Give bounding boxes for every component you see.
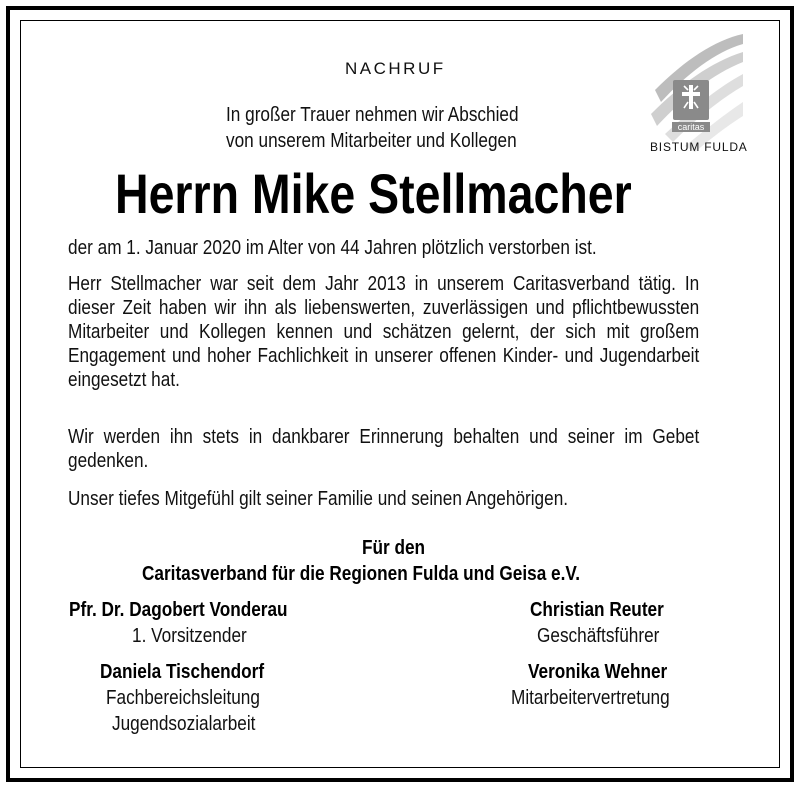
signatory-name: Christian Reuter [530, 599, 664, 621]
signatory-name: Veronika Wehner [528, 661, 668, 683]
diocese-label: BISTUM FULDA [650, 140, 748, 154]
caritas-logo [645, 30, 745, 158]
caritas-wordmark: caritas [672, 122, 710, 132]
organization-name: Caritasverband für die Regionen Fulda und Geisa e.V. [142, 563, 581, 585]
signatory-role: Geschäftsführer [537, 625, 660, 647]
signatory-name: Pfr. Dr. Dagobert Vonderau [69, 599, 288, 621]
remembrance-paragraph: Wir werden ihn stets in dankbarer Erinnerung behalten und seiner im Gebet gedenken. [68, 426, 700, 472]
obituary-heading: NACHRUF [345, 59, 446, 78]
signatory-role: 1. Vorsitzender [132, 625, 247, 647]
signatory-role: Mitarbeitervertretung [511, 687, 670, 709]
caritas-cross-icon [681, 84, 701, 110]
for-label: Für den [362, 537, 426, 559]
condolence-paragraph: Unser tiefes Mitgefühl gilt seiner Familie und seinen Angehörigen. [68, 488, 569, 510]
deceased-name: Herrn Mike Stellmacher [115, 162, 632, 225]
intro-line-1: In großer Trauer nehmen wir Abschied [226, 104, 519, 126]
career-paragraph: Herr Stellmacher war seit dem Jahr 2013 in unserem Caritasverband tätig. In dieser Zeit haben wir ihn als liebenswerten, zuverlässigen und pflichtbewussten Mitarbeiter und Kollegen kennen und schätzen gelernt, der sich mit großem Engagement und hoher Fachlichkeit in unserer offenen Kinder- und Jugendarbeit eingesetzt hat. [68, 273, 700, 391]
signatory-role-line-2: Jugendsozialarbeit [112, 713, 256, 735]
death-notice-line: der am 1. Januar 2020 im Alter von 44 Jahren plötzlich verstorben ist. [68, 237, 597, 259]
signatory-role: Fachbereichsleitung [106, 687, 260, 709]
signatory-name: Daniela Tischendorf [100, 661, 265, 683]
intro-line-2: von unserem Mitarbeiter und Kollegen [226, 130, 517, 152]
caritas-cross-box [673, 80, 709, 120]
